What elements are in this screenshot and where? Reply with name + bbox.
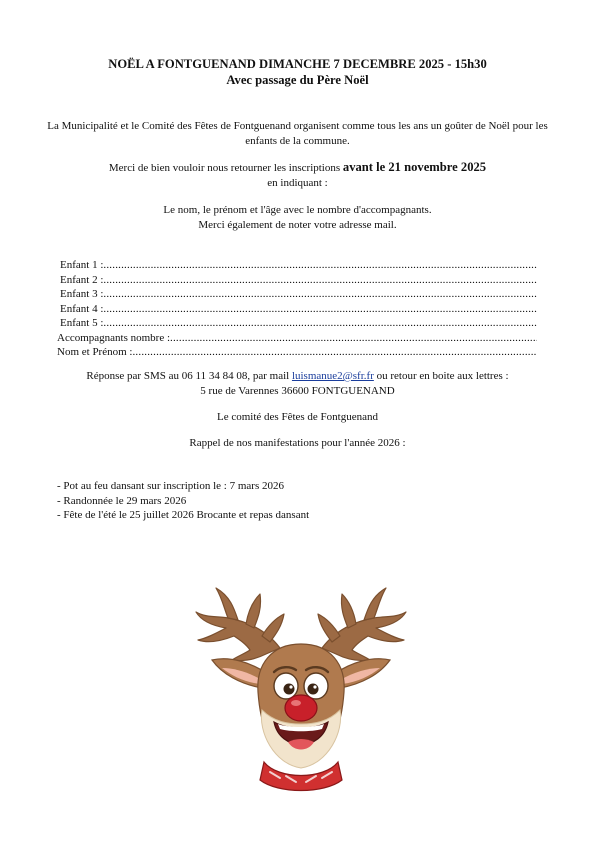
form-field-label: Enfant 1 : [60,259,104,271]
form-field-label: Nom et Prénom : [57,346,133,358]
fill-in-dots [103,273,537,288]
intro-paragraph: La Municipalité et le Comité des Fêtes de Fontguenand organisent comme tous les ans un goûter de Noël pour les enfants de la commune. [47,120,548,147]
email-link[interactable]: luismanue2@sfr.fr [291,370,374,382]
form-field-label: Enfant 5 : [60,317,104,329]
list-item: - Randonnée le 29 mars 2026 [57,494,187,507]
signature: Le comité des Fêtes de Fontguenand [217,411,378,423]
response-prefix: Réponse par SMS au 06 11 34 84 08, par mail [86,370,292,382]
inscription-deadline: avant le 21 novembre 2025 [342,160,487,174]
registration-form [57,258,537,360]
fill-in-dots [103,316,537,331]
response-suffix: ou retour en boite aux lettres : [373,370,509,382]
fill-in-dots [170,331,537,346]
form-field-enfant-2[interactable] [57,273,537,288]
instructions-paragraph [40,203,555,232]
form-field-label: Accompagnants nombre : [57,331,171,344]
form-field-label: Enfant 2 : [60,273,104,286]
list-item: - Pot au feu dansant sur inscription le : 7 mars 2026 [57,480,284,492]
reminder-title: Rappel de nos manifestations pour l'année 2026 : [189,437,406,449]
event-subtitle: Avec passage du Père Noël [226,73,369,87]
form-field-enfant-3[interactable] [57,287,537,302]
form-field-enfant-5[interactable] [57,316,537,331]
form-field-accompagnants[interactable] [57,331,537,346]
form-field-enfant-4[interactable] [57,302,537,317]
form-field-label: Enfant 4 : [60,302,104,315]
inscription-prefix: Merci de bien vouloir nous retourner les inscriptions [108,162,343,174]
inscription-suffix: en indiquant : [267,176,328,189]
fill-in-dots [132,345,537,360]
form-field-nom-prenom[interactable] [57,345,537,360]
form-field-enfant-1[interactable] [57,258,537,273]
instructions-line-2: Merci également de noter votre adresse mail. [198,218,397,231]
instructions-line-1: Le nom, le prénom et l'âge avec le nombre d'accompagnants. [163,204,432,216]
fill-in-dots [103,258,537,273]
postal-address: 5 rue de Varennes 36600 FONTGUENAND [200,384,395,397]
form-field-label: Enfant 3 : [60,288,104,300]
reindeer-icon [188,582,414,794]
event-title: NOËL A FONTGUENAND DIMANCHE 7 DECEMBRE 2025 - 15h30 [108,57,487,71]
list-item: - Fête de l'été le 25 juillet 2026 Brocante et repas dansant [57,509,310,521]
events-list [57,479,537,523]
fill-in-dots [103,302,537,317]
response-paragraph [40,369,555,398]
inscription-paragraph [40,160,555,190]
fill-in-dots [103,287,537,302]
